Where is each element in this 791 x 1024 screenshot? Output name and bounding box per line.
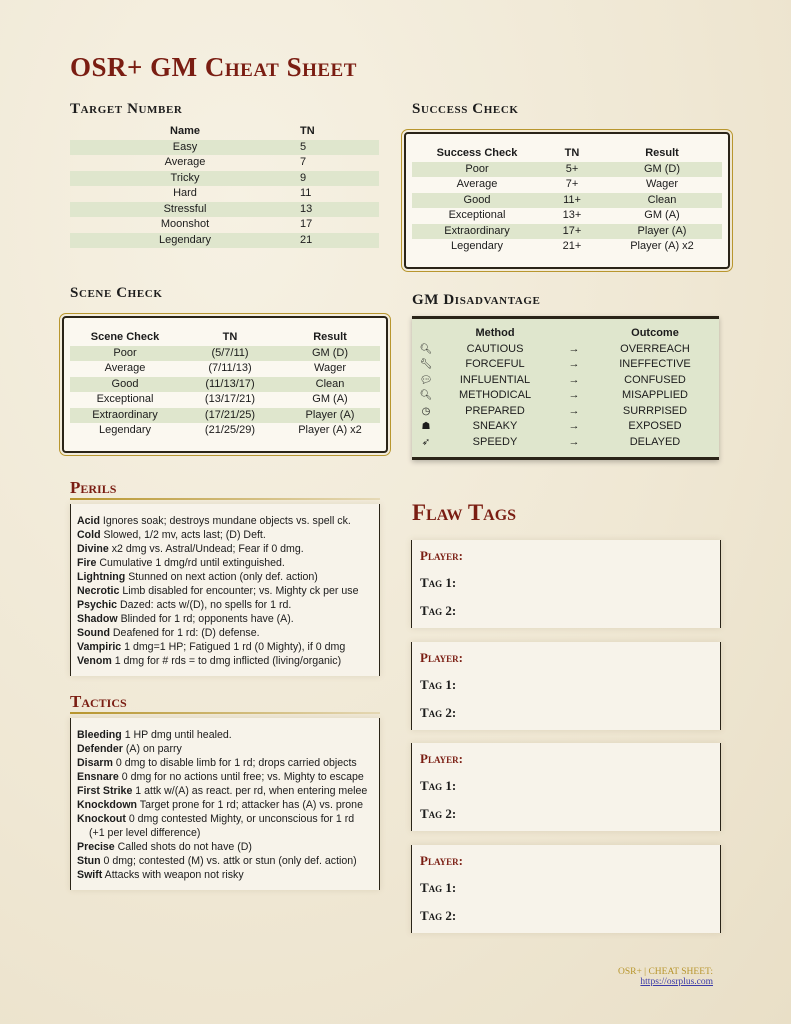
player-label: Player: — [420, 548, 463, 563]
tag2-label: Tag 2: — [420, 907, 457, 923]
page-title: OSR+ GM Cheat Sheet — [70, 52, 357, 82]
table-cell: Good — [70, 377, 180, 393]
perils-heading: Perils — [70, 478, 117, 497]
table-cell: Exceptional — [448, 209, 506, 221]
table-cell: 7 — [300, 156, 307, 168]
table-cell: Player (A) — [280, 408, 380, 424]
table-cell: (7/11/13) — [208, 362, 252, 374]
outcome-cell: CONFUSED — [624, 373, 686, 386]
tag1-label: Tag 1: — [420, 575, 457, 590]
perils-box — [70, 504, 380, 676]
player-flaw-card — [411, 845, 721, 933]
scene-check-heading: Scene Check — [70, 285, 163, 301]
term-description: 0 dmg; contested (M) vs. attk or stun (only def. action) — [103, 855, 357, 867]
wrench-icon: 🔧︎ — [419, 359, 433, 370]
column-header: Method — [475, 327, 515, 339]
list-item — [77, 756, 373, 770]
table-cell: 13+ — [562, 209, 582, 221]
table-cell: Wager — [646, 178, 678, 190]
table-cell: Poor — [412, 162, 542, 178]
table-row — [70, 186, 379, 202]
outcome-cell: SURRPISED — [622, 404, 688, 417]
term-label: Sound — [77, 627, 110, 639]
column-header: TN — [300, 125, 315, 137]
list-item — [77, 626, 373, 640]
table-cell: Easy — [70, 140, 300, 156]
table-cell: Extraordinary — [70, 408, 180, 424]
table-row — [412, 224, 722, 240]
term-label: Psychic — [77, 599, 118, 611]
outcome-cell: INEFFECTIVE — [619, 358, 691, 370]
table-row — [412, 177, 722, 193]
term-description: Called shots do not have (D) — [117, 841, 252, 853]
table-row — [70, 202, 379, 218]
table-row — [70, 233, 379, 249]
method-cell: CAUTIOUS — [466, 342, 524, 355]
target-number-heading: Target Number — [70, 101, 183, 117]
table-cell: 5 — [300, 140, 379, 156]
method-cell: FORCEFUL — [465, 358, 525, 370]
gm-disadvantage-panel — [412, 316, 719, 460]
arrow-icon: → — [568, 342, 580, 355]
table-cell: 21 — [300, 233, 379, 249]
term-description: Ignores soak; destroys mundane objects vs. spell ck. — [102, 515, 351, 527]
divider — [70, 498, 380, 500]
term-description: 1 HP dmg until healed. — [124, 729, 232, 741]
arrow-icon: → — [568, 420, 580, 432]
table-row — [412, 193, 722, 209]
table-row — [70, 171, 379, 187]
rocket-icon: ➶ — [421, 436, 431, 448]
footer — [618, 967, 713, 987]
speech-bubble-icon: 💬︎ — [419, 374, 433, 386]
column-header: Result — [645, 147, 679, 159]
method-cell: METHODICAL — [458, 389, 532, 401]
tactics-list — [71, 718, 379, 882]
arrow-icon: → — [568, 404, 580, 417]
method-cell: INFLUENTIAL — [459, 373, 531, 386]
list-item — [77, 770, 373, 784]
column-header: TN — [222, 331, 238, 343]
term-label: Necrotic — [77, 585, 120, 597]
list-item — [77, 868, 373, 882]
table-row — [416, 404, 716, 420]
tag1-label: Tag 1: — [420, 778, 457, 793]
table-row — [416, 342, 716, 358]
outcome-cell: EXPOSED — [628, 420, 682, 432]
table-cell: GM (D) — [280, 346, 380, 362]
list-item — [77, 598, 373, 612]
table-cell: (21/25/29) — [204, 424, 256, 436]
list-item — [77, 812, 373, 826]
term-description: (+1 per level difference) — [89, 827, 201, 839]
table-cell: Legendary — [99, 424, 151, 436]
table-cell: Clean — [280, 377, 380, 393]
term-description: (A) on parry — [125, 743, 182, 755]
term-label: Cold — [77, 529, 101, 541]
table-cell: Player (A) x2 — [298, 424, 362, 436]
table-cell: Average — [164, 156, 206, 168]
list-item — [77, 742, 373, 756]
tag1-label: Tag 1: — [420, 879, 457, 895]
table-row — [70, 377, 380, 393]
list-item — [77, 528, 373, 542]
thief-icon: ☗ — [421, 421, 431, 432]
table-cell: Legendary — [70, 233, 300, 249]
table-cell: 17+ — [542, 224, 602, 240]
list-item — [77, 854, 373, 868]
list-item — [77, 826, 373, 840]
column-header: Outcome — [631, 327, 679, 339]
tag2-label: Tag 2: — [420, 603, 457, 618]
table-row — [412, 208, 722, 224]
divider — [412, 457, 719, 460]
term-description: Attacks with weapon not risky — [104, 869, 244, 881]
term-label: Stun — [77, 855, 101, 867]
term-label: Vampiric — [77, 641, 122, 653]
table-cell: Exceptional — [96, 393, 154, 405]
list-item — [77, 640, 373, 654]
column-header: Result — [313, 331, 347, 343]
method-cell: SNEAKY — [472, 420, 518, 432]
term-description: 1 dmg for # rds = to dmg inflicted (living/organic) — [114, 655, 342, 667]
arrow-icon: → — [568, 389, 580, 401]
table-cell: 13 — [300, 202, 379, 218]
table-row — [416, 388, 716, 404]
table-row — [416, 419, 716, 435]
table-cell: Stressful — [70, 202, 300, 218]
table-row — [416, 435, 716, 451]
table-cell: 21+ — [562, 240, 582, 252]
term-description: Dazed: acts w/(D), no spells for 1 rd. — [120, 599, 292, 611]
table-cell: Poor — [70, 346, 180, 362]
arrow-icon: → — [568, 373, 580, 386]
table-row — [70, 217, 379, 233]
method-cell: PREPARED — [465, 404, 525, 417]
table-row — [412, 239, 722, 255]
tag2-label: Tag 2: — [420, 704, 457, 720]
table-cell: 11 — [300, 187, 312, 199]
outcome-cell: OVERREACH — [620, 342, 690, 355]
table-cell: Moonshot — [160, 218, 210, 230]
divider — [412, 316, 719, 319]
term-description: Stunned on next action (only def. action) — [128, 571, 318, 583]
target-number-table — [70, 124, 379, 248]
table-cell: Average — [456, 178, 498, 190]
gm-disadvantage-table — [416, 326, 716, 450]
term-description: Deafened for 1 rd: (D) defense. — [112, 627, 260, 639]
table-cell: Legendary — [451, 240, 503, 252]
term-label: Shadow — [77, 613, 118, 625]
term-description: Limb disabled for encounter; vs. Mighty ck per use — [122, 585, 359, 597]
divider — [70, 712, 380, 714]
table-cell: (11/13/17) — [180, 377, 280, 393]
perils-list — [71, 504, 379, 668]
table-cell: GM (A) — [312, 393, 348, 405]
player-label: Player: — [420, 852, 463, 868]
term-label: First Strike — [77, 785, 133, 797]
term-label: Defender — [77, 743, 123, 755]
flaw-tags-heading: Flaw Tags — [412, 500, 517, 525]
table-cell: Wager — [314, 362, 346, 374]
term-description: Cumulative 1 dmg/rd until extinguished. — [99, 557, 285, 569]
term-label: Ensnare — [77, 771, 119, 783]
list-item — [77, 784, 373, 798]
column-header: Success Check — [436, 147, 518, 159]
list-item — [77, 612, 373, 626]
term-description: 1 attk w/(A) as react. per rd, when entering melee — [135, 785, 368, 797]
term-label: Bleeding — [77, 729, 122, 741]
table-row — [70, 423, 380, 439]
scene-check-frame — [62, 316, 388, 453]
table-row — [70, 361, 380, 377]
success-check-frame — [404, 132, 730, 269]
term-description: 0 dmg for no actions until free; vs. Mighty to escape — [121, 771, 364, 783]
term-label: Knockout — [77, 813, 126, 825]
table-cell: Player (A) — [602, 224, 722, 240]
arrow-icon: → — [568, 358, 580, 370]
list-item — [77, 840, 373, 854]
table-row — [70, 408, 380, 424]
term-description: Blinded for 1 rd; opponents have (A). — [120, 613, 294, 625]
term-description: 1 dmg=1 HP; Fatigued 1 rd (0 Mighty), if 0 dmg — [124, 641, 346, 653]
gm-disadvantage-heading: GM Disadvantage — [412, 292, 541, 308]
footer-link[interactable]: https://osrplus.com — [640, 977, 713, 987]
table-cell: Tricky — [70, 171, 300, 187]
table-cell: 7+ — [565, 178, 579, 190]
player-flaw-card — [411, 642, 721, 730]
outcome-cell: MISAPPLIED — [621, 389, 689, 401]
table-cell: 11+ — [542, 193, 602, 209]
term-description: Target prone for 1 rd; attacker has (A) vs. prone — [139, 799, 363, 811]
success-check-heading: Success Check — [412, 101, 519, 117]
success-check-table — [412, 146, 722, 255]
table-cell: Extraordinary — [412, 224, 542, 240]
term-label: Divine — [77, 543, 109, 555]
term-label: Precise — [77, 841, 115, 853]
table-cell: 17 — [300, 218, 313, 230]
column-header: Scene Check — [90, 331, 160, 343]
list-item — [77, 542, 373, 556]
table-cell: Clean — [602, 193, 722, 209]
term-description: 0 dmg to disable limb for 1 rd; drops carried objects — [115, 757, 357, 769]
list-item — [77, 556, 373, 570]
term-label: Disarm — [77, 757, 113, 769]
player-label: Player: — [420, 649, 463, 665]
list-item — [77, 728, 373, 742]
table-cell: GM (A) — [644, 209, 680, 221]
table-cell: GM (D) — [602, 162, 722, 178]
player-label: Player: — [420, 751, 463, 766]
table-row — [70, 155, 379, 171]
tactics-heading: Tactics — [70, 692, 127, 711]
list-item — [77, 570, 373, 584]
arrow-icon: → — [568, 435, 580, 448]
clock-icon: ◷ — [421, 405, 431, 417]
term-label: Swift — [77, 869, 103, 881]
list-item — [77, 654, 373, 668]
outcome-cell: DELAYED — [629, 435, 681, 448]
term-label: Knockdown — [77, 799, 138, 811]
table-cell: Hard — [173, 187, 197, 199]
player-flaw-card — [411, 540, 721, 628]
table-row — [416, 373, 716, 389]
list-item — [77, 798, 373, 812]
table-cell: (17/21/25) — [180, 408, 280, 424]
table-cell: Player (A) x2 — [630, 240, 694, 252]
table-row — [70, 140, 379, 156]
tag2-label: Tag 2: — [420, 806, 457, 821]
table-row — [70, 346, 380, 362]
footer-caption: OSR+ | CHEAT SHEET: — [617, 967, 713, 977]
term-description: Slowed, 1/2 mv, acts last; (D) Deft. — [103, 529, 266, 541]
term-label: Venom — [77, 655, 112, 667]
list-item — [77, 514, 373, 528]
tag1-label: Tag 1: — [420, 676, 457, 692]
table-row — [412, 162, 722, 178]
column-header: TN — [564, 147, 580, 159]
list-item — [77, 584, 373, 598]
magnifier-icon: 🔍︎ — [419, 343, 433, 355]
term-label: Acid — [77, 515, 100, 527]
table-cell: Average — [104, 362, 146, 374]
term-label: Fire — [77, 557, 97, 569]
tactics-box — [70, 718, 380, 890]
table-cell: Good — [412, 193, 542, 209]
table-row — [416, 357, 716, 373]
term-description: x2 dmg vs. Astral/Undead; Fear if 0 dmg. — [111, 543, 304, 555]
table-cell: 5+ — [542, 162, 602, 178]
player-flaw-card — [411, 743, 721, 831]
table-cell: (5/7/11) — [180, 346, 280, 362]
column-header: Name — [170, 125, 200, 137]
table-cell: (13/17/21) — [204, 393, 256, 405]
term-label: Lightning — [77, 571, 126, 583]
method-cell: SPEEDY — [472, 435, 518, 448]
scene-check-table — [70, 330, 380, 439]
table-cell: 9 — [300, 171, 379, 187]
magnifier-icon: 🔍︎ — [419, 390, 433, 401]
table-row — [70, 392, 380, 408]
term-description: 0 dmg contested Mighty, or unconscious for 1 rd — [128, 813, 355, 825]
